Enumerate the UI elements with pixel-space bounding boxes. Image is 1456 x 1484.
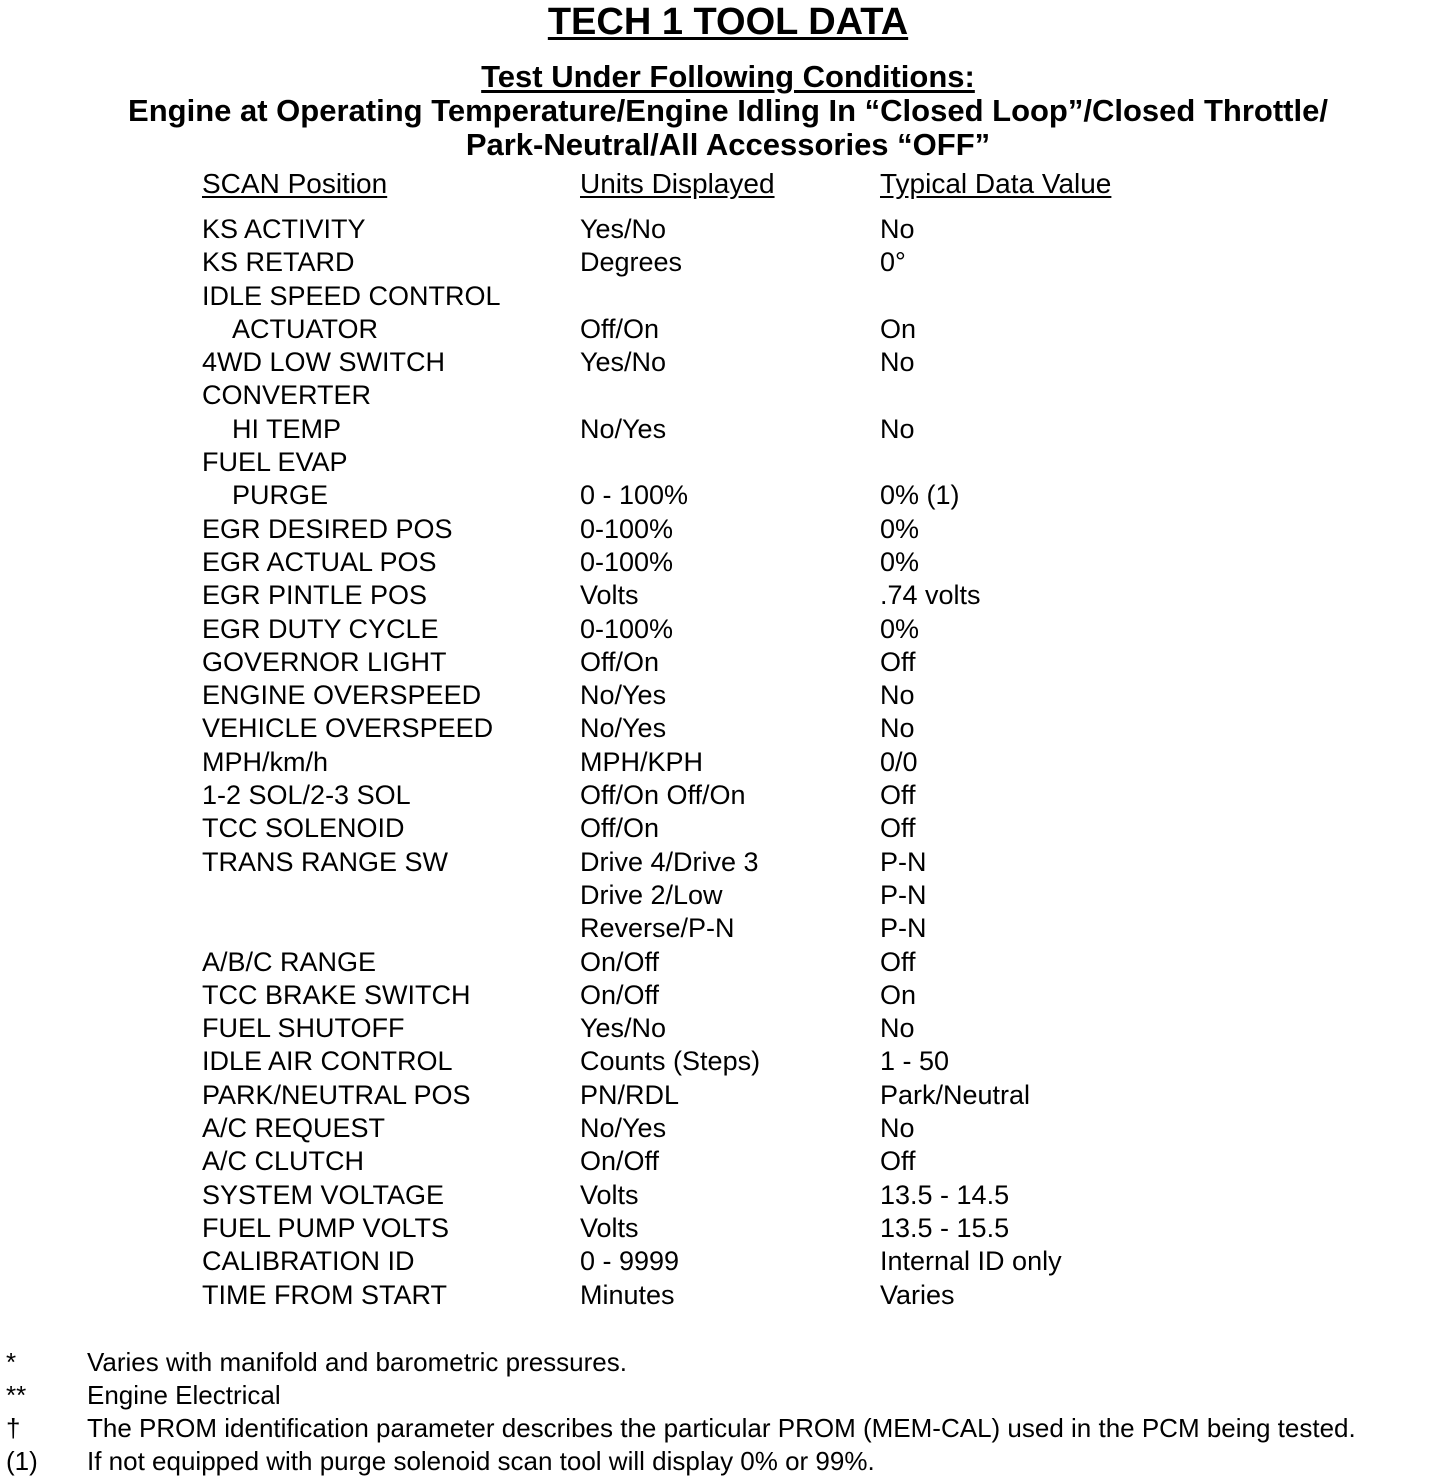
typical-value-cell: 0° (880, 247, 906, 278)
units-displayed-cell: No/Yes (580, 1113, 667, 1144)
table-row (0, 912, 1456, 945)
units-displayed-cell: On/Off (580, 1146, 660, 1177)
units-displayed-cell: Off/On Off/On (580, 780, 746, 811)
page-title-text: TECH 1 TOOL DATA (547, 1, 909, 43)
typical-value-cell: Internal ID only (880, 1246, 1062, 1277)
table-row (0, 1179, 1456, 1212)
scan-position-cell: VEHICLE OVERSPEED (202, 713, 494, 744)
footnote (0, 1412, 1456, 1445)
scan-position-cell: EGR ACTUAL POS (202, 546, 437, 577)
typical-value-cell: No (880, 1113, 915, 1144)
footnote (0, 1445, 1456, 1478)
table-row (0, 1112, 1456, 1145)
units-displayed-cell: Volts (580, 1212, 639, 1243)
table-row (0, 712, 1456, 745)
units-displayed-cell: Counts (Steps) (580, 1046, 761, 1077)
table-row (0, 646, 1456, 679)
table-row (0, 679, 1456, 712)
units-displayed-cell: Volts (580, 580, 639, 611)
footnote-text: If not equipped with purge solenoid scan tool will display 0% or 99%. (87, 1446, 875, 1476)
conditions-line-1: Engine at Operating Temperature/Engine Idling In “Closed Loop”/Closed Throttle/ (128, 93, 1328, 128)
typical-value-cell: No (880, 713, 915, 744)
footnote-text: Engine Electrical (87, 1380, 281, 1410)
typical-value-cell: P-N (880, 913, 927, 944)
scan-position-cell: EGR DESIRED POS (202, 513, 453, 544)
scan-position-cell: EGR DUTY CYCLE (202, 613, 439, 644)
page-title (0, 0, 1456, 44)
units-displayed-cell: On/Off (580, 946, 660, 977)
scan-position-cell: EGR PINTLE POS (202, 580, 428, 611)
table-row (0, 513, 1456, 546)
table-row (0, 1212, 1456, 1245)
table-row (0, 579, 1456, 612)
units-displayed-cell: Yes/No (580, 347, 667, 378)
units-displayed-cell: No/Yes (580, 413, 667, 444)
table-row (0, 979, 1456, 1012)
typical-value-cell: 0% (880, 513, 920, 544)
typical-value-cell: No (880, 680, 915, 711)
units-displayed-cell: 0 - 100% (580, 480, 689, 511)
units-displayed-cell: On/Off (580, 979, 660, 1010)
table-row (0, 446, 1456, 479)
column-header-typical-data-value: Typical Data Value (880, 168, 1112, 199)
units-displayed-cell: Degrees (580, 247, 683, 278)
typical-value-cell: Park/Neutral (880, 1079, 1031, 1110)
scan-position-cell: HI TEMP (232, 413, 342, 444)
table-row (0, 1279, 1456, 1312)
units-displayed-cell: PN/RDL (580, 1079, 680, 1110)
table-row (0, 846, 1456, 879)
footnote-symbol: † (6, 1413, 21, 1443)
table-row (0, 546, 1456, 579)
scan-position-cell: FUEL EVAP (202, 447, 348, 478)
scan-position-cell: TCC SOLENOID (202, 813, 405, 844)
scan-position-cell: PURGE (232, 480, 329, 511)
table-row (0, 613, 1456, 646)
units-displayed-cell: 0-100% (580, 613, 674, 644)
scan-position-cell: KS ACTIVITY (202, 214, 366, 244)
typical-value-cell: Off (880, 946, 916, 977)
footnote-symbol: * (6, 1347, 17, 1377)
typical-value-cell: No (880, 214, 915, 244)
scan-position-cell: 1-2 SOL/2-3 SOL (202, 780, 411, 811)
units-displayed-cell: Minutes (580, 1279, 675, 1310)
scan-position-cell: FUEL SHUTOFF (202, 1013, 405, 1044)
table-row (0, 779, 1456, 812)
scan-position-cell: PARK/NEUTRAL POS (202, 1079, 471, 1110)
units-displayed-cell: Off/On (580, 313, 660, 344)
units-displayed-cell: 0-100% (580, 546, 674, 577)
typical-value-cell: P-N (880, 846, 927, 877)
scan-position-cell: FUEL PUMP VOLTS (202, 1212, 450, 1243)
footnote-symbol: ** (6, 1380, 27, 1410)
footnotes (0, 1346, 1456, 1478)
units-displayed-cell: Off/On (580, 813, 660, 844)
scan-position-cell: CONVERTER (202, 380, 372, 411)
scan-position-cell: MPH/km/h (202, 746, 329, 777)
units-displayed-cell: 0 - 9999 (580, 1246, 680, 1277)
units-displayed-cell: Yes/No (580, 1013, 667, 1044)
typical-value-cell: 13.5 - 15.5 (880, 1212, 1010, 1243)
typical-value-cell: On (880, 313, 917, 344)
column-header-units-displayed: Units Displayed (580, 168, 775, 199)
scan-position-cell: GOVERNOR LIGHT (202, 646, 447, 677)
typical-value-cell: No (880, 413, 915, 444)
table-row (0, 812, 1456, 845)
table-row (0, 213, 1456, 246)
table-row (0, 1079, 1456, 1112)
units-displayed-cell: Drive 2/Low (580, 879, 723, 910)
table-row (0, 246, 1456, 279)
column-header-scan-position: SCAN Position (202, 168, 388, 199)
typical-value-cell: Off (880, 646, 916, 677)
footnote (0, 1346, 1456, 1379)
units-displayed-cell: MPH/KPH (580, 746, 704, 777)
units-displayed-cell: Volts (580, 1179, 639, 1210)
scan-position-cell: CALIBRATION ID (202, 1246, 415, 1277)
units-displayed-cell: Drive 4/Drive 3 (580, 846, 759, 877)
units-displayed-cell: No/Yes (580, 713, 667, 744)
table-row (0, 379, 1456, 412)
table-row (0, 413, 1456, 446)
conditions-header: Test Under Following Conditions: (481, 59, 975, 94)
typical-value-cell: 0% (880, 613, 920, 644)
table-row (0, 313, 1456, 346)
typical-value-cell: .74 volts (880, 580, 981, 611)
typical-value-cell: No (880, 347, 915, 378)
scan-position-cell: A/B/C RANGE (202, 946, 377, 977)
typical-value-cell: P-N (880, 879, 927, 910)
table-row (0, 1145, 1456, 1178)
table-row (0, 1012, 1456, 1045)
scan-position-cell: TRANS RANGE SW (202, 846, 449, 877)
footnote-text: The PROM identification parameter describes the particular PROM (MEM-CAL) used in the PCM being tested. (87, 1413, 1356, 1443)
scan-position-cell: IDLE AIR CONTROL (202, 1046, 453, 1077)
table-row (0, 946, 1456, 979)
scan-position-cell: IDLE SPEED CONTROL (202, 280, 501, 311)
units-displayed-cell: 0-100% (580, 513, 674, 544)
scan-position-cell: ACTUATOR (232, 313, 379, 344)
scan-position-cell: SYSTEM VOLTAGE (202, 1179, 445, 1210)
scan-position-cell: KS RETARD (202, 247, 355, 278)
scan-position-cell: A/C CLUTCH (202, 1146, 365, 1177)
typical-value-cell: 1 - 50 (880, 1046, 950, 1077)
units-displayed-cell: Yes/No (580, 214, 667, 244)
typical-value-cell: 0% (880, 546, 920, 577)
footnote-text: Varies with manifold and barometric pressures. (87, 1347, 627, 1377)
data-table (0, 213, 1456, 1312)
table-row (0, 1045, 1456, 1078)
scan-position-cell: TIME FROM START (202, 1279, 447, 1310)
conditions-line-2: Park-Neutral/All Accessories “OFF” (465, 127, 991, 162)
units-displayed-cell: Off/On (580, 646, 660, 677)
typical-value-cell: Off (880, 813, 916, 844)
scan-position-cell: 4WD LOW SWITCH (202, 347, 445, 378)
table-row (0, 280, 1456, 313)
typical-value-cell: 0/0 (880, 746, 918, 777)
table-row (0, 479, 1456, 512)
table-row (0, 879, 1456, 912)
units-displayed-cell: No/Yes (580, 680, 667, 711)
typical-value-cell: Off (880, 780, 916, 811)
typical-value-cell: 0% (1) (880, 480, 960, 511)
table-row (0, 1245, 1456, 1278)
scan-position-cell: A/C REQUEST (202, 1113, 386, 1144)
typical-value-cell: Off (880, 1146, 916, 1177)
test-conditions (0, 60, 1456, 162)
table-row (0, 746, 1456, 779)
units-displayed-cell: Reverse/P-N (580, 913, 735, 944)
table-row (0, 346, 1456, 379)
scan-position-cell: TCC BRAKE SWITCH (202, 979, 471, 1010)
footnote (0, 1379, 1456, 1412)
scan-position-cell: ENGINE OVERSPEED (202, 680, 482, 711)
typical-value-cell: No (880, 1013, 915, 1044)
typical-value-cell: Varies (880, 1279, 955, 1310)
typical-value-cell: 13.5 - 14.5 (880, 1179, 1010, 1210)
typical-value-cell: On (880, 979, 917, 1010)
footnote-symbol: (1) (6, 1446, 38, 1476)
